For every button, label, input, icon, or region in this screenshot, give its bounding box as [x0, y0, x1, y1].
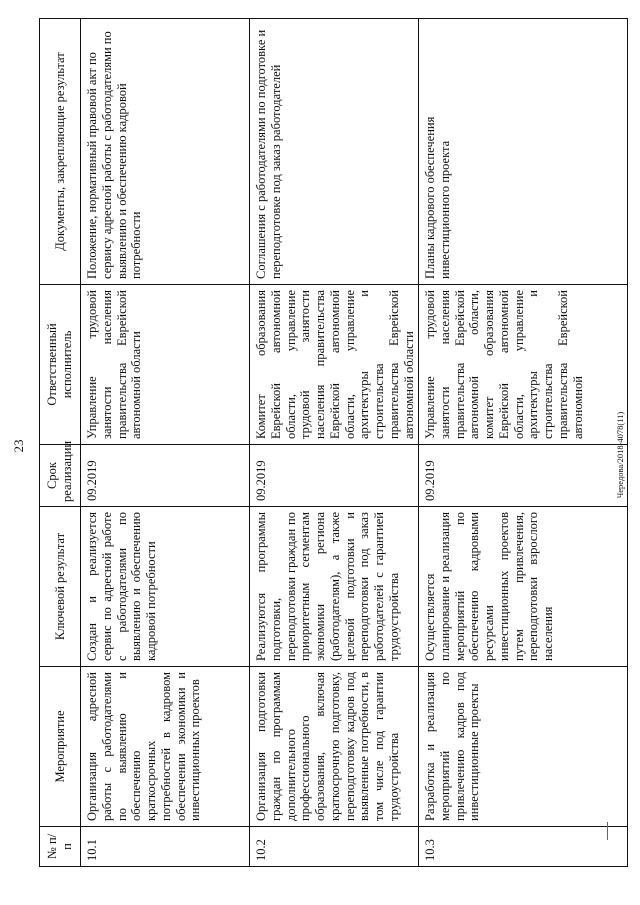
rotated-content [39, 19, 596, 867]
table-row [81, 19, 250, 867]
table-row [250, 19, 419, 867]
row-result [419, 507, 628, 667]
row-event [419, 667, 628, 827]
page-number: 23 [11, 439, 26, 453]
documents-text: Соглашения с работодателями по подготовке и переподготовке под заказ работодателей [254, 29, 283, 279]
row-responsible [419, 285, 628, 445]
header-event: Мероприятие [40, 667, 81, 827]
event-text: Разработка и реализация мероприятий по привлечению кадров под инвестиционные проекты [423, 672, 482, 821]
header-documents: Документы, закрепляющие результат [40, 19, 81, 285]
row-documents [419, 19, 628, 285]
margin-mark [607, 822, 611, 840]
row-term: 09.2019 [250, 445, 419, 507]
result-text: Реализуются программы подготовки, переподготовки граждан по приоритетным сегментам экономики региона (работодателям), а также целевой подготовки и переподготовки под заказ работодателей с гарантией трудоустройства [254, 512, 401, 661]
table-row [419, 19, 628, 867]
row-responsible [81, 285, 250, 445]
row-num: 10.1 [81, 827, 250, 867]
row-result [250, 507, 419, 667]
header-num: № п/п [40, 827, 81, 867]
responsible-text: Комитет образования Еврейской автономной области, управление трудовой занятости населения правительства Еврейской автономной области, управление архитектуры и строительства правительства Еврейской автономной области [254, 290, 416, 439]
row-event [81, 667, 250, 827]
row-result [81, 507, 250, 667]
measures-table [39, 18, 628, 867]
event-text: Организация подготовки граждан по программам дополнительного профессионального образования, включая краткосрочную подготовку, переподготовку кадров под выявленные потребности, в том числе под гарантии трудоустройства [254, 672, 401, 821]
documents-text: Планы кадрового обеспечения инвестиционного проекта [423, 116, 452, 279]
event-text: Организация адресной работы с работодателями по выявлению и обеспечению краткосрочных потребностей в кадровом обеспечении экономики и инвестиционных проектов [85, 672, 203, 821]
header-responsible: Ответственный исполнитель [40, 285, 81, 445]
row-documents [81, 19, 250, 285]
result-text: Создан и реализуется сервис по адресной работе с работодателями по выявлению и обеспечению кадровой потребности [85, 512, 158, 661]
document-reference: Чередова/2018-4078(11) [615, 411, 625, 499]
row-term: 09.2019 [81, 445, 250, 507]
result-text: Осуществляется планирование и реализация мероприятий по обеспечению кадровыми ресурсами инвестиционных проектов путем привлечения, переподготовки взрослого населения [423, 512, 555, 661]
row-responsible [250, 285, 419, 445]
header-term: Срок реализации [40, 445, 81, 507]
rotated-table-area [39, 19, 596, 867]
responsible-text: Управление трудовой занятости населения правительства Еврейской автономной области [85, 290, 144, 439]
row-term: 09.2019 [419, 445, 628, 507]
row-event [250, 667, 419, 827]
row-documents [250, 19, 419, 285]
row-num: 10.3 [419, 827, 628, 867]
table-header-row [40, 19, 81, 867]
row-num: 10.2 [250, 827, 419, 867]
header-result: Ключевой результат [40, 507, 81, 667]
documents-text: Положение, нормативный правовой акт по сервису адресной работы с работодателями по выявлению и обеспечению кадровой потребности [85, 31, 144, 279]
responsible-text: Управление трудовой занятости населения правительства Еврейской автономной области, комитет образования Еврейской автономной области, управление архитектуры и строительства правительства Еврейской автономной [423, 290, 585, 439]
